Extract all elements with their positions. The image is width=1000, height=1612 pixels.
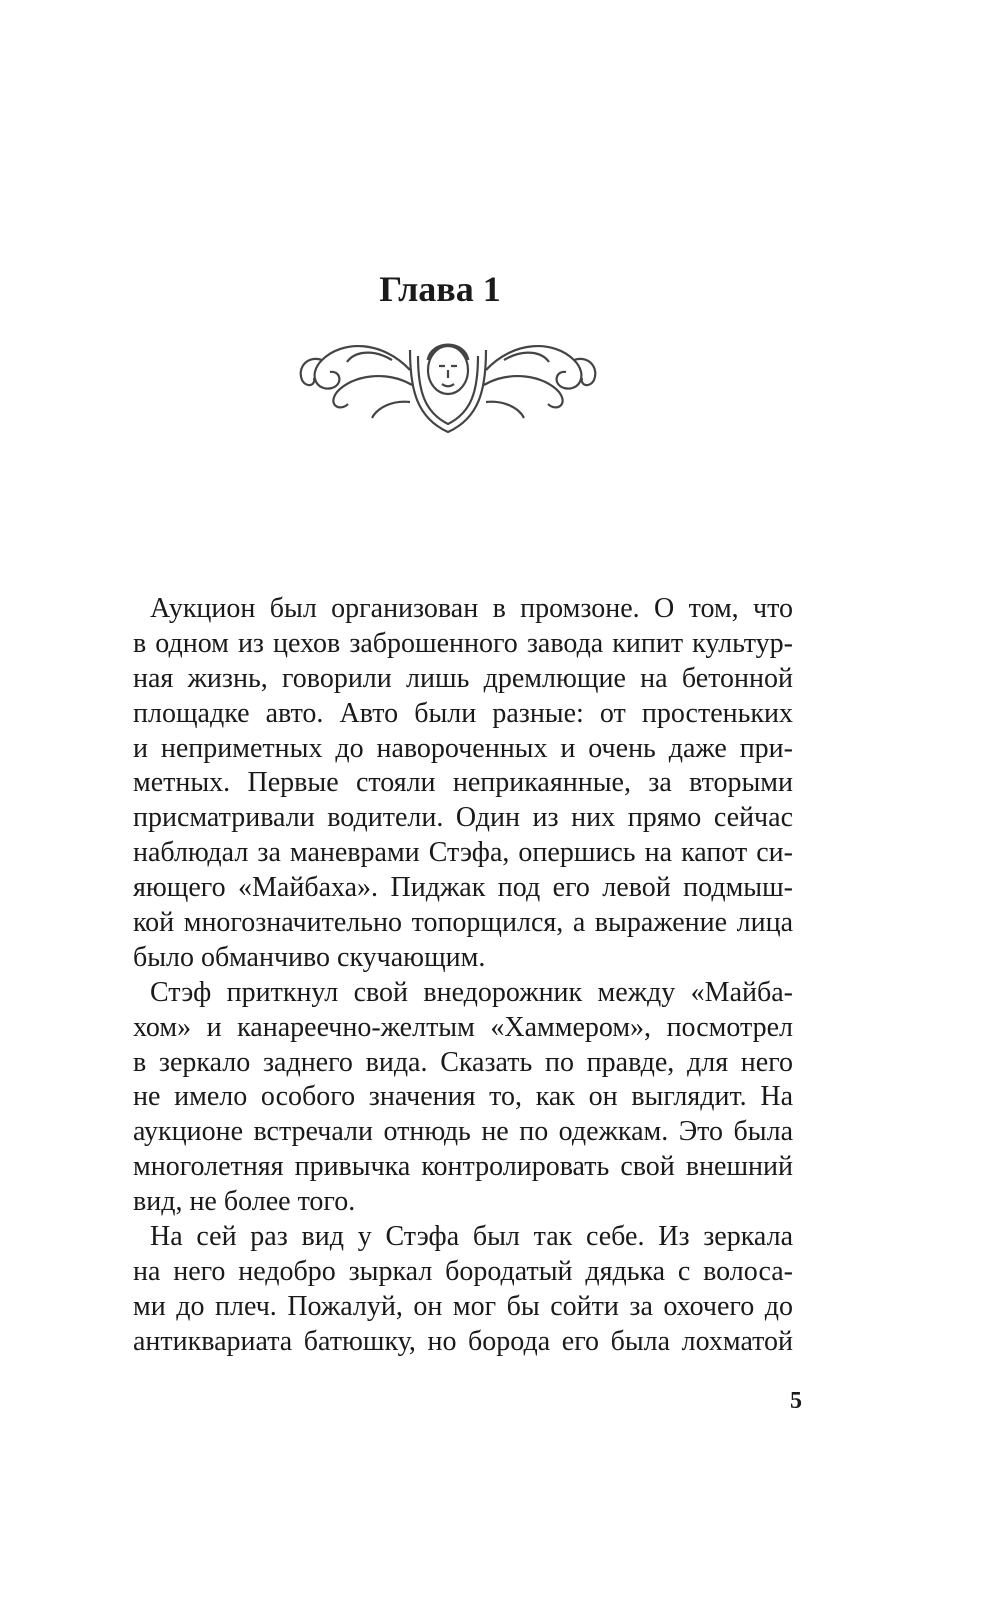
text-line: площадке авто. Авто были разные: от простеньких xyxy=(133,697,793,729)
text-line: ная жизнь, говорили лишь дремлющие на бетонной xyxy=(133,662,793,694)
text-line: на него недобро зыркал бородатый дядька с волоса- xyxy=(133,1255,793,1287)
text-line: Аукцион был организован в промзоне. О том, что xyxy=(150,593,793,624)
text-line: было обманчиво скучающим. xyxy=(133,941,486,973)
text-line: На сей раз вид у Стэфа был так себе. Из зеркала xyxy=(150,1221,793,1253)
text-line: хом» и канареечно-желтым «Хаммером», посмотрел xyxy=(133,1011,793,1043)
chapter-title: Глава 1 xyxy=(379,269,501,309)
text-line: кой многозначительно топорщился, а выражение лица xyxy=(133,907,793,939)
text-line: многолетняя привычка контролировать свой внешний xyxy=(133,1151,793,1183)
text-line: антиквариата батюшку, но борода его была лохматой xyxy=(133,1325,793,1357)
text-line: Стэф приткнул свой внедорожник между «Майба- xyxy=(150,976,793,1008)
page-number: 5 xyxy=(790,1388,802,1414)
text-line: вид, не более того. xyxy=(133,1186,356,1218)
text-line: яющего «Майбаха». Пиджак под его левой подмыш- xyxy=(133,872,793,904)
text-line: аукционе встречали отнюдь не по одежкам. Это была xyxy=(133,1116,793,1148)
text-line: ми до плеч. Пожалуй, он мог бы сойти за охочего до xyxy=(133,1290,793,1322)
body-text xyxy=(133,592,793,1360)
text-line: в одном из цехов заброшенного завода кипит культур- xyxy=(133,627,793,659)
text-line: метных. Первые стояли неприкаянные, за вторыми xyxy=(133,767,793,799)
text-line: и неприметных до навороченных и очень даже при- xyxy=(133,732,793,764)
ornament-icon xyxy=(292,330,604,434)
text-line: в зеркало заднего вида. Сказать по правде, для него xyxy=(133,1046,793,1078)
text-line: не имело особого значения то, как он выглядит. На xyxy=(133,1081,793,1113)
text-line: наблюдал за маневрами Стэфа, опершись на капот си- xyxy=(133,837,793,869)
text-line: присматривали водители. Один из них прямо сейчас xyxy=(133,802,793,834)
